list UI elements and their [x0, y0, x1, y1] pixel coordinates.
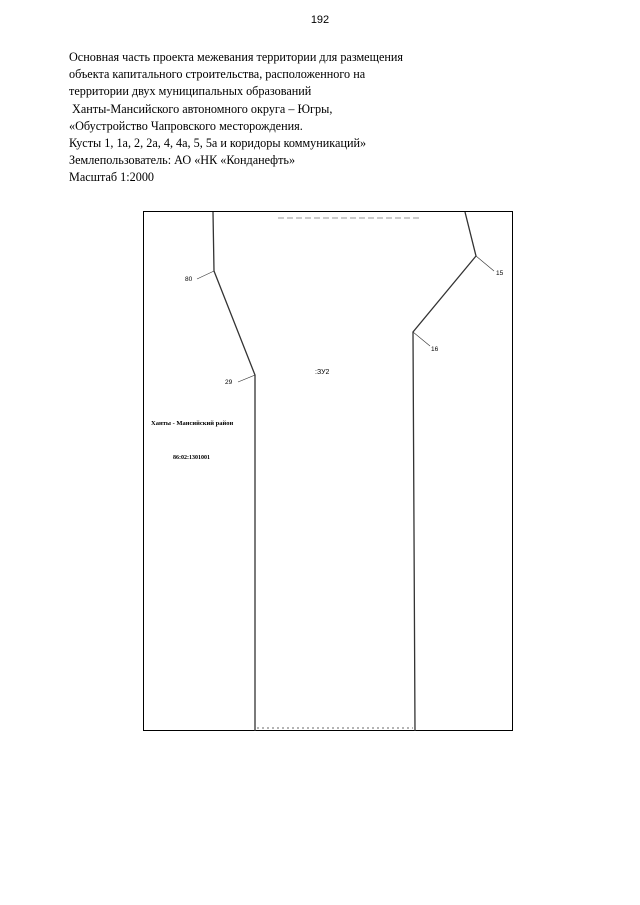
header-line: Масштаб 1:2000 — [69, 170, 155, 185]
parcel-drawing — [144, 212, 514, 732]
map-frame — [143, 211, 513, 731]
point-label-16: 16 — [431, 346, 439, 353]
header-line: территории двух муниципальных образований — [69, 84, 312, 99]
document-header — [69, 49, 449, 187]
page-number: 192 — [310, 14, 330, 26]
header-line: Кусты 1, 1а, 2, 2а, 4, 4а, 5, 5а и коридоры коммуникаций» — [69, 136, 367, 151]
header-line: Землепользователь: АО «НК «Конданефть» — [69, 153, 296, 168]
point-label-15: 15 — [496, 270, 504, 277]
right-boundary — [413, 212, 476, 731]
left-boundary — [213, 212, 255, 731]
leader-15 — [476, 256, 494, 271]
zone-label: :ЗУ2 — [315, 369, 330, 376]
point-label-80: 80 — [185, 276, 193, 283]
cadastral-number: 86:02:1301001 — [173, 455, 210, 461]
point-label-29: 29 — [225, 379, 233, 386]
leader-80 — [197, 271, 214, 279]
leader-29 — [238, 375, 255, 382]
leader-16 — [413, 332, 430, 346]
district-label: Ханты - Мансийский район — [151, 420, 234, 427]
header-line: объекта капитального строительства, расположенного на — [69, 67, 366, 82]
header-line: Основная часть проекта межевания территории для размещения — [69, 50, 404, 64]
header-line: Ханты-Мансийского автономного округа – Югры, — [69, 101, 333, 116]
header-line: «Обустройство Чапровского месторождения. — [69, 118, 303, 133]
